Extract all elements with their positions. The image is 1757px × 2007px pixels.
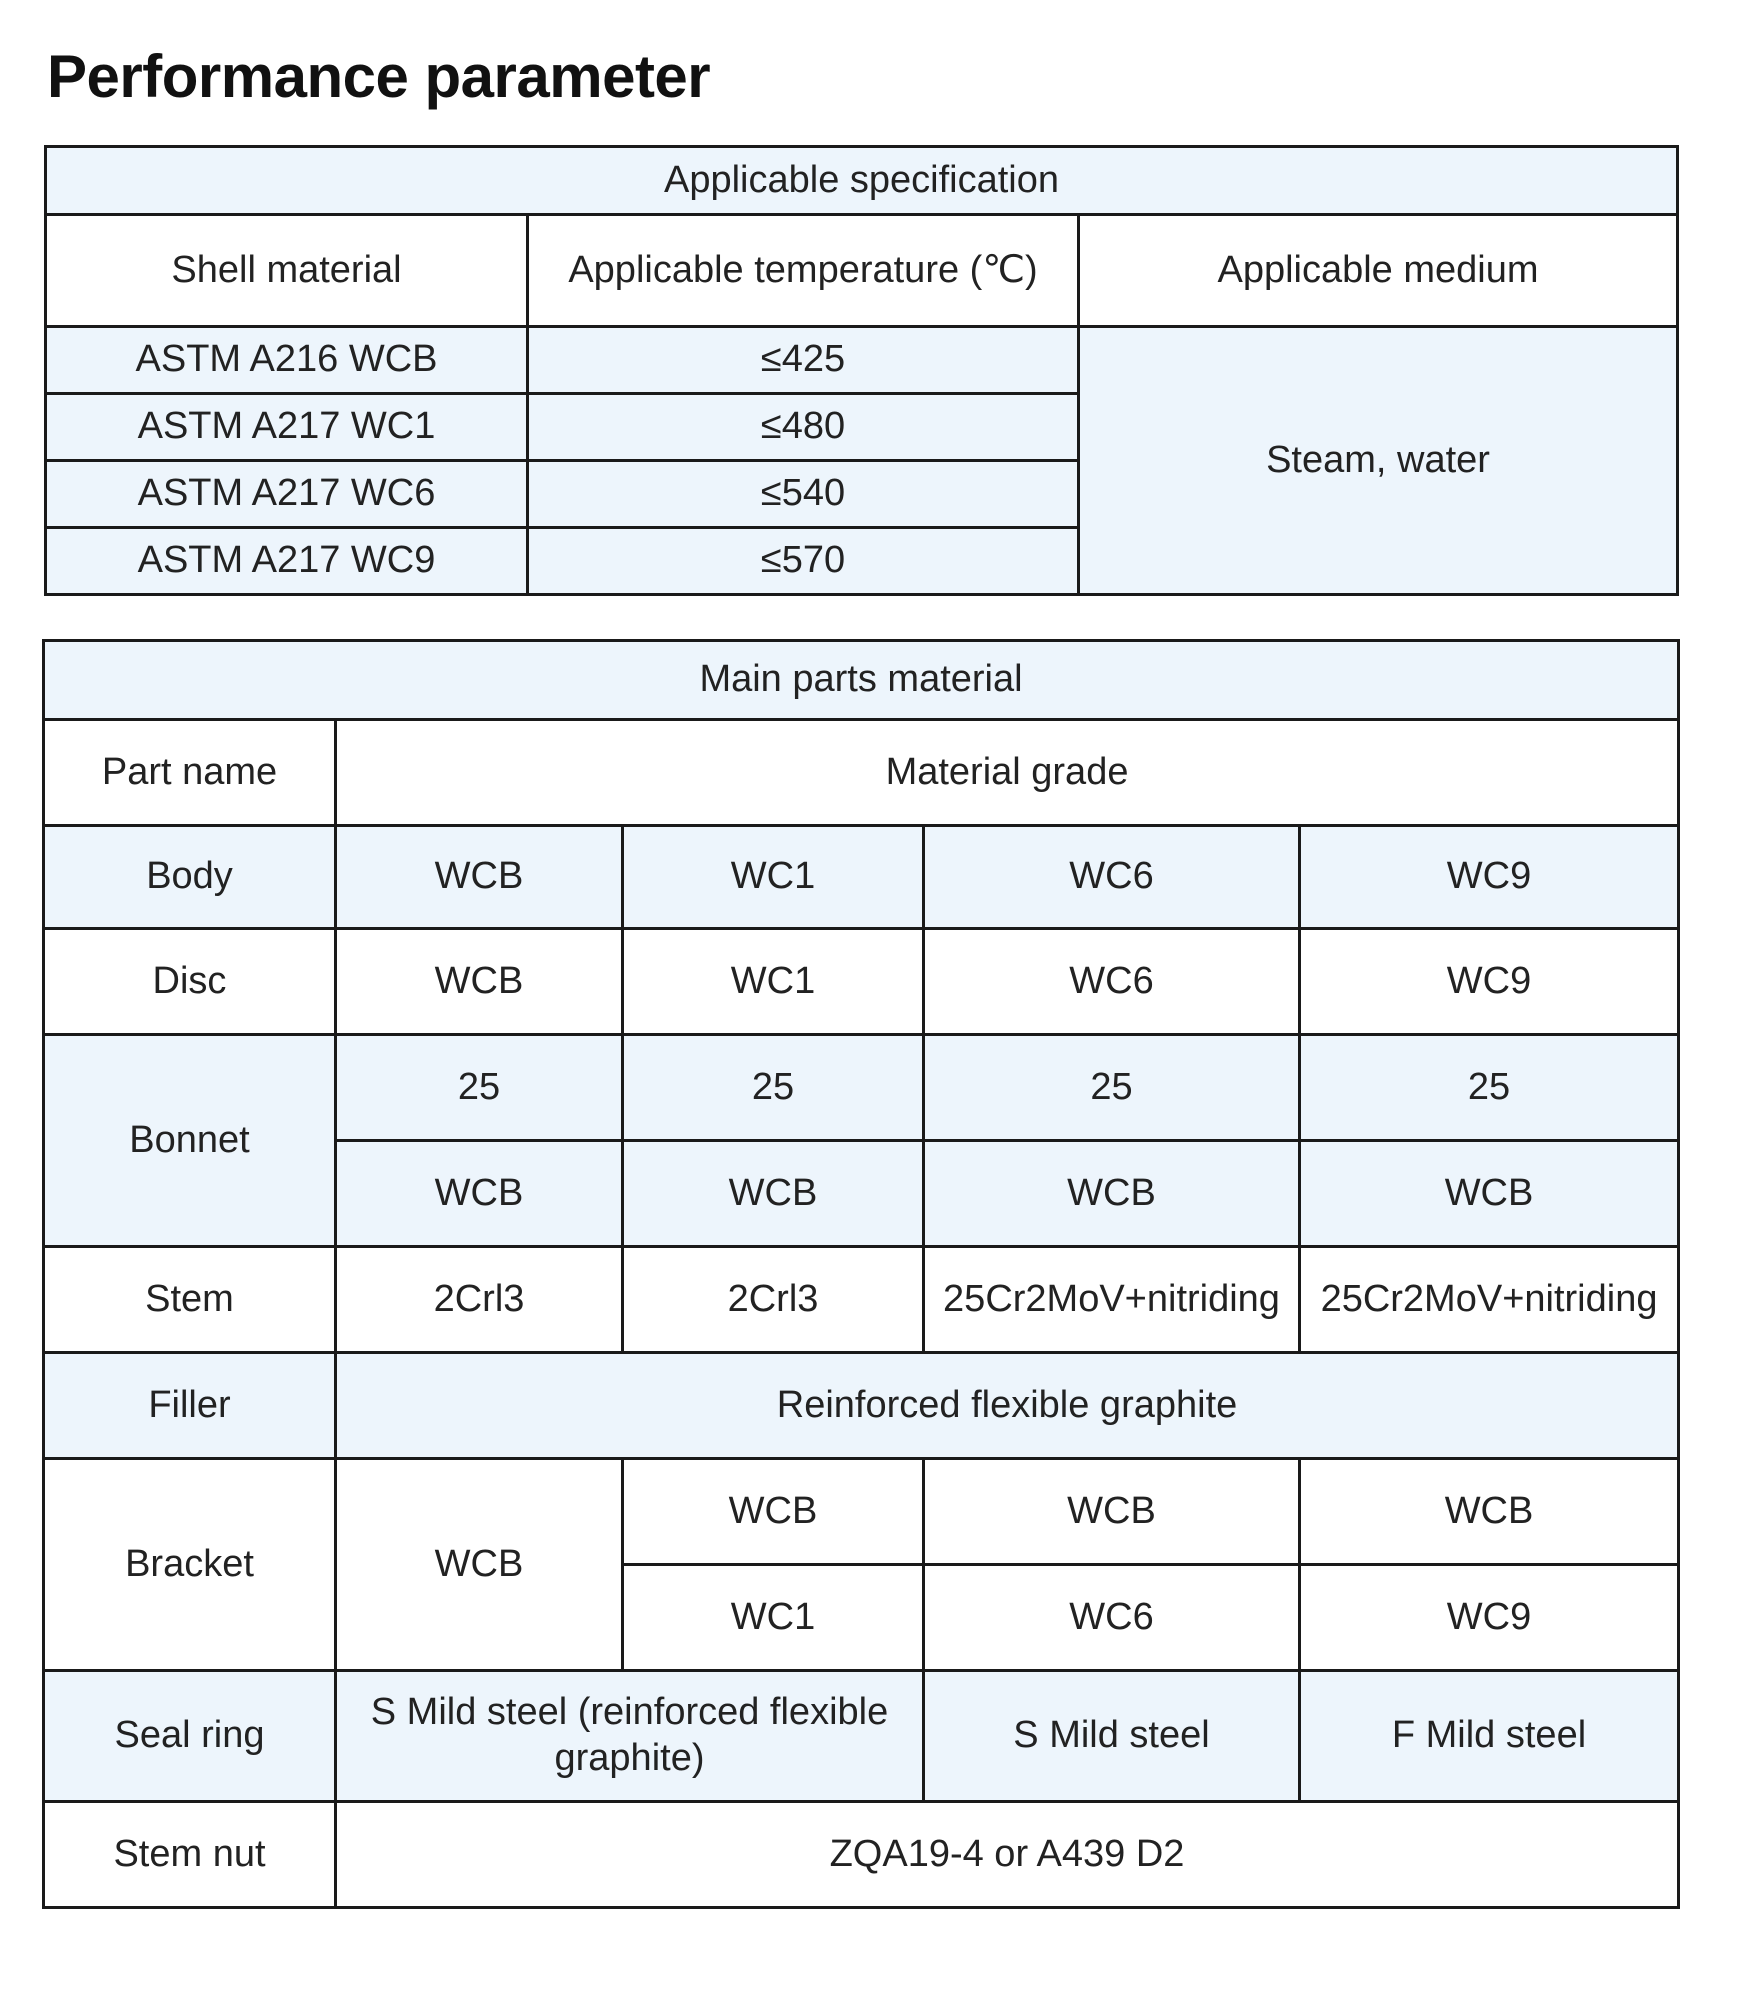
applicable-medium-cell: Steam, water [1079,327,1678,595]
part-name-filler: Filler [44,1353,336,1459]
part-name-stem-nut: Stem nut [44,1802,336,1908]
grade-cell: 25Cr2MoV+nitriding [1300,1247,1679,1353]
grade-cell: WCB [1300,1459,1679,1565]
part-name-bonnet: Bonnet [44,1035,336,1247]
grade-cell: S Mild steel [924,1671,1300,1802]
temperature-cell: ≤480 [528,394,1079,461]
page-title: Performance parameter [47,43,711,110]
grade-cell: WC1 [623,826,924,929]
header-shell-material: Shell material [46,215,528,327]
temperature-cell: ≤540 [528,461,1079,528]
applicable-specification-table [44,145,1679,596]
grade-cell: WCB [924,1141,1300,1247]
grade-cell: WC9 [1300,1565,1679,1671]
grade-cell: WCB [336,1459,623,1671]
grade-cell: ZQA19-4 or A439 D2 [336,1802,1679,1908]
shell-material-cell: ASTM A217 WC6 [46,461,528,528]
grade-cell: WCB [623,1459,924,1565]
header-applicable-medium: Applicable medium [1079,215,1678,327]
part-name-body: Body [44,826,336,929]
shell-material-cell: ASTM A217 WC1 [46,394,528,461]
parts-table-caption: Main parts material [44,641,1679,720]
grade-cell: WCB [924,1459,1300,1565]
grade-cell: WCB [336,826,623,929]
grade-cell: 25Cr2MoV+nitriding [924,1247,1300,1353]
grade-cell: WC6 [924,929,1300,1035]
header-applicable-temperature: Applicable temperature (℃) [528,215,1079,327]
part-name-disc: Disc [44,929,336,1035]
part-name-stem: Stem [44,1247,336,1353]
grade-cell: 25 [1300,1035,1679,1141]
grade-cell: Reinforced flexible graphite [336,1353,1679,1459]
grade-cell: WCB [336,1141,623,1247]
temperature-cell: ≤425 [528,327,1079,394]
grade-cell: 2Crl3 [623,1247,924,1353]
grade-cell: WC9 [1300,826,1679,929]
grade-cell: WC9 [1300,929,1679,1035]
temperature-cell: ≤570 [528,528,1079,595]
header-part-name: Part name [44,720,336,826]
grade-cell: S Mild steel (reinforced flexible graphite) [336,1671,924,1802]
main-parts-material-table [42,639,1680,1909]
part-name-bracket: Bracket [44,1459,336,1671]
header-material-grade: Material grade [336,720,1679,826]
grade-cell: 25 [623,1035,924,1141]
spec-table-caption: Applicable specification [46,147,1678,215]
part-name-seal-ring: Seal ring [44,1671,336,1802]
grade-cell: F Mild steel [1300,1671,1679,1802]
grade-cell: 25 [924,1035,1300,1141]
grade-cell: WCB [336,929,623,1035]
shell-material-cell: ASTM A216 WCB [46,327,528,394]
grade-cell: WC1 [623,1565,924,1671]
grade-cell: 2Crl3 [336,1247,623,1353]
grade-cell: 25 [336,1035,623,1141]
grade-cell: WCB [623,1141,924,1247]
grade-cell: WC6 [924,1565,1300,1671]
grade-cell: WC1 [623,929,924,1035]
grade-cell: WCB [1300,1141,1679,1247]
shell-material-cell: ASTM A217 WC9 [46,528,528,595]
grade-cell: WC6 [924,826,1300,929]
